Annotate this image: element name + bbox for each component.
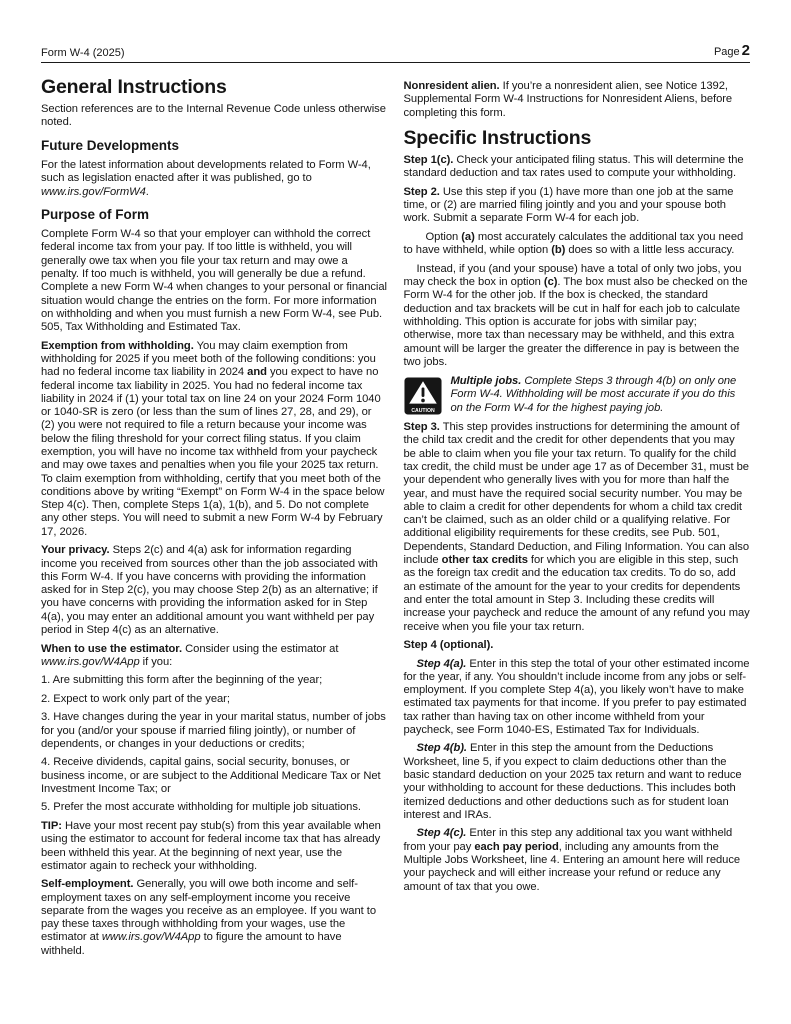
text-run: Check your anticipated filing status. This will determine the standard deduction and tax rates used to compute your withholding.	[403, 154, 744, 180]
step-4b-paragraph	[404, 742, 751, 822]
text-run: most accurately calculates the additional tax you need to have withheld, while option	[403, 230, 744, 257]
step-4c-paragraph	[404, 827, 751, 893]
future-developments-heading: Future Developments	[41, 137, 180, 153]
paragraph-lead: TIP:	[41, 819, 62, 832]
future-developments-paragraph	[41, 159, 388, 199]
section-references-paragraph: Section references are to the Internal Revenue Code unless otherwise noted.	[41, 103, 386, 129]
page-header	[41, 42, 750, 63]
text-run: Complete Steps 3 through 4(b) on only one Form W-4. Withholding will be most accurate if you do this on the Form W-4 for the highest paying job.	[450, 375, 737, 414]
bold-run: (a)	[461, 230, 475, 243]
estimator-list-item-5: 5. Prefer the most accurate withholding for multiple job situations.	[41, 801, 361, 814]
general-instructions-heading: General Instructions	[41, 76, 227, 98]
step-3-paragraph	[404, 421, 751, 634]
text-run: you expect to have no federal income tax liability in 2025. You had no federal income tax liability in 2024 if (1) your total tax on line 24 on your 2024 Form 1040 or 1040-SR is zero (or less than the sum of lines 27, 28, and 29), or (2) you were not required to file a return because your income was below the filing threshold for your correct filing status. If you claim exemption, you will have no income tax withheld from your paycheck and may owe taxes and penalties when you file your 2025 tax return. To claim exemption from withholding, certify that you meet both of the conditions above by writing “Exempt” on Form W-4 in the space below Step 4(c). Then, complete Steps 1(a), 1(b), and 5. Do not complete any other steps. You will need to submit a new Form W-4 by February 17, 2026.	[41, 366, 385, 538]
paragraph-lead: Step 4(a).	[416, 657, 467, 670]
text-run: Instead, if you (and your spouse) have a total of only two jobs, you may check the box in option	[403, 262, 742, 289]
text-run: For the latest information about developments related to Form W-4, such as legislation enacted after it was published, go to	[41, 158, 371, 185]
page-indicator	[714, 42, 750, 59]
text-run: Option	[425, 230, 462, 243]
two-column-body	[41, 69, 750, 963]
bold-run: and	[247, 366, 267, 379]
text-run: , including any amounts from the Multiple Jobs Worksheet, line 4. Entering an amount here will reduce your paycheck and will either increase your refund or reduce any amount of tax that you owe.	[403, 840, 741, 893]
text-run: If you’re a nonresident alien, see Notice 1392, Supplemental Form W-4 Instructions for Nonresident Aliens, before completing this form.	[403, 80, 733, 119]
tip-paragraph	[41, 820, 388, 873]
page-number: 2	[741, 42, 750, 59]
estimator-list-item-4: 4. Receive dividends, capital gains, social security, bonuses, or business income, or are subject to the Additional Medicare Tax or Net Investment Income Tax; or	[41, 756, 381, 795]
text-run: Use this step if you (1) have more than one job at the same time, or (2) are married filing jointly and you and your spouse both work. Submit a separate Form W-4 for each job.	[403, 185, 734, 225]
text-run: to figure the amount to have withheld.	[41, 931, 342, 957]
text-run: Enter in this step the amount from the Deductions Worksheet, line 5, if you expect to claim deductions other than the basic standard deduction on your 2025 tax return and want to reduce your withholding to account for these deductions. This includes both itemized deductions and other deductions such as for student loan interest and IRAs.	[403, 742, 742, 821]
step-4a-paragraph	[404, 658, 751, 738]
column-right	[404, 69, 751, 963]
estimator-list-item-2: 2. Expect to work only part of the year;	[41, 692, 230, 705]
self-employment-paragraph	[41, 878, 388, 958]
bold-run: each pay period	[474, 840, 559, 853]
text-run: Consider using the estimator at	[182, 642, 339, 655]
irs-w4app-link[interactable]: www.irs.gov/W4App	[41, 655, 140, 668]
text-run: does so with a little less accuracy.	[565, 244, 735, 257]
estimator-list-item-3: 3. Have changes during the year in your marital status, number of jobs for you (and/or your spouse if married filing jointly), or number of dependents, or changes in your deductions or credits;	[41, 711, 386, 750]
text-run: Generally, you will owe both income and self-employment taxes on any self-employment income you receive separate from the wages you receive as an employee. If you want to pay these taxes through withholding from your wages, use the estimator at	[41, 878, 376, 944]
irs-w4app-link[interactable]: www.irs.gov/W4App	[101, 931, 201, 944]
option-c-paragraph	[404, 263, 751, 369]
paragraph-lead: Step 4(c).	[416, 827, 467, 840]
option-ab-paragraph	[404, 231, 751, 258]
paragraph-lead: When to use the estimator.	[41, 642, 183, 655]
caution-text	[451, 375, 751, 415]
caution-note	[404, 375, 751, 415]
caution-icon-label: CAUTION	[410, 407, 435, 414]
when-to-use-estimator-paragraph	[41, 643, 388, 670]
text-run: Have your most recent pay stub(s) from this year available when using the estimator to account for federal income tax that has already been withheld this year. At the beginning of next year, use the estimator again to recheck your withholding.	[41, 819, 381, 872]
paragraph-lead: Your privacy.	[41, 544, 110, 557]
step-1c-paragraph	[404, 154, 751, 181]
your-privacy-paragraph	[41, 544, 388, 637]
text-run: if you:	[139, 655, 173, 668]
exemption-paragraph	[41, 340, 388, 539]
bold-run: (c)	[543, 276, 558, 289]
caution-icon	[404, 377, 442, 415]
paragraph-lead: Exemption from withholding.	[41, 339, 194, 352]
nonresident-alien-paragraph	[404, 80, 751, 120]
paragraph-lead: Self-employment.	[41, 878, 134, 891]
text-run: Enter in this step any additional tax you want withheld from your pay	[403, 827, 733, 853]
form-id: Form W-4 (2025)	[41, 47, 125, 59]
irs-formw4-link[interactable]: www.irs.gov/FormW4	[41, 185, 146, 198]
purpose-of-form-paragraph: Complete Form W-4 so that your employer can withhold the correct federal income tax from your pay. If too little is withheld, you will generally owe tax when you file your tax return and may owe a penalty. If too much is withheld, you will generally be due a refund. Complete a new Form W-4 when changes to your personal or financial situation would change the entries on the form. For more information on withholding and when you must furnish a new Form W-4, see Pub. 505, Tax Withholding and Estimated Tax.	[41, 228, 387, 334]
text-run: . The box must also be checked on the Form W-4 for the other job. If the box is checked, the standard deduction and tax brackets will be cut in half for each job to calculate withholding. This option is accurate for jobs with similar pay; otherwise, more tax than necessary may be withheld, and this extra amount will be larger the greater the difference in pay is between the two jobs.	[403, 276, 748, 368]
step-2-paragraph	[404, 186, 751, 226]
step-4-heading: Step 4 (optional).	[403, 639, 494, 652]
paragraph-lead: Step 4(b).	[416, 742, 467, 755]
paragraph-lead: Step 3.	[403, 421, 440, 434]
estimator-list-item-1: 1. Are submitting this form after the beginning of the year;	[41, 674, 323, 687]
specific-instructions-heading: Specific Instructions	[403, 126, 592, 149]
paragraph-lead: Step 1(c).	[403, 154, 454, 167]
paragraph-lead: Step 2.	[403, 185, 440, 198]
text-run: for which you are eligible in this step, such as the foreign tax credit and the education tax credits. To do so, add an estimate of the amount for the year to your credits for dependents and enter the total amount in Step 3. Including these credits will increase your paycheck and reduce the amount of any refund you may receive when you file your tax return.	[403, 554, 750, 633]
bold-run: (b)	[551, 244, 566, 257]
bold-run: other tax credits	[441, 554, 528, 567]
paragraph-lead: Nonresident alien.	[403, 80, 500, 92]
text-run: Enter in this step the total of your other estimated income for the year, if any. You shouldn’t include income from any jobs or self-employment. If you complete Step 4(a), you likely won’t have to make estimated tax payments for that income. If you prefer to pay estimated tax rather than having tax on other income withheld from your paycheck, see Form 1040-ES, Estimated Tax for Individuals.	[403, 657, 750, 736]
column-left	[41, 69, 388, 963]
paragraph-lead: Multiple jobs.	[450, 375, 522, 388]
text-run: You may claim exemption from withholding for 2025 if you meet both of the following conditions: you had no federal income tax liability in 2024	[41, 339, 376, 379]
text-run: This step provides instructions for determining the amount of the child tax credit and the credit for other dependents that you may be able to claim when you file your tax return. To qualify for the child tax credit, the child must be under age 17 as of December 31, must be your dependent who generally lives with you for more than half the year, and must have the required social security number. You may be able to claim a credit for other dependents for whom a child tax credit can’t be claimed, such as an older child or a qualifying relative. For additional eligibility requirements for these credits, see Pub. 501, Dependents, Standard Deduction, and Filing Information. You can also include	[403, 421, 750, 567]
text-run: .	[145, 185, 149, 198]
purpose-of-form-heading: Purpose of Form	[41, 206, 150, 222]
page-label: Page	[713, 46, 740, 58]
text-run: Steps 2(c) and 4(a) ask for information regarding income you received from sources other than the job associated with this Form W-4. If you have concerns with providing the information asked for in Step 2(c), you may choose Step 2(b) as an alternative; if you have concerns with providing the information asked for in Step 4(a), you may enter an additional amount you want withheld per pay period in Step 4(c) as an alternative.	[41, 544, 378, 637]
